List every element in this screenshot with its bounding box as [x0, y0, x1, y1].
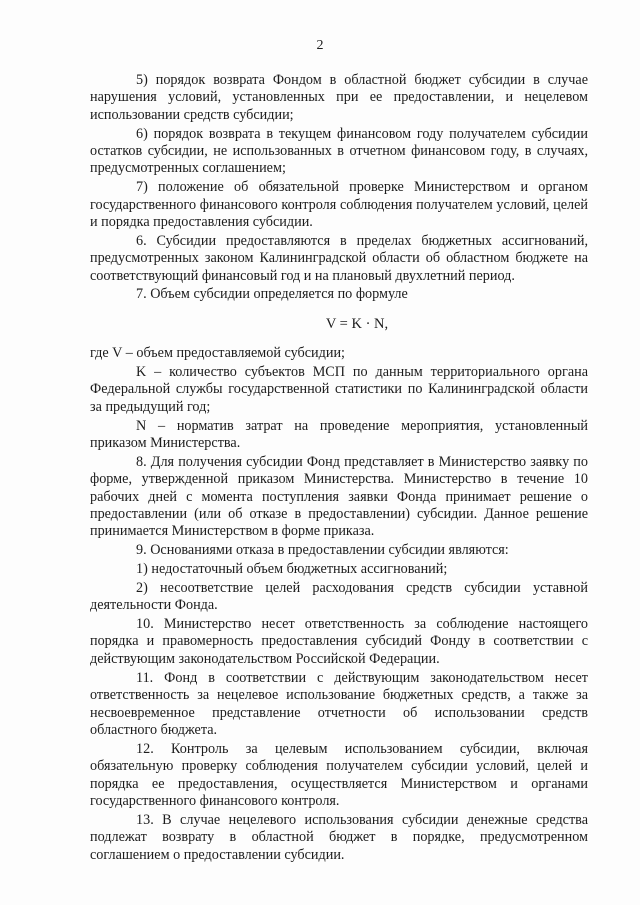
paragraph-clause-9: 9. Основаниями отказа в предоставлении субсидии являются:	[136, 542, 509, 559]
paragraph-clause-13: 13. В случае нецелевого использования субсидии денежные средства подлежат возврату в областной бюджет в порядке, предусмотренном соглашением о предоставлении субсидии.	[90, 811, 588, 863]
paragraph-clause-12: 12. Контроль за целевым использованием субсидии, включая обязательную проверку соблюдения получателем субсидии условий, целей и порядка ее предоставления, осуществляется Министерством и органами государственного финансового контроля.	[90, 740, 588, 809]
paragraph-clause-11: 11. Фонд в соответствии с действующим законодательством несет ответственность за нецелевое использование бюджетных средств, а также за несвоевременное представление отчетности об использовании средств областного бюджета.	[90, 669, 588, 738]
definition-n: N – норматив затрат на проведение мероприятия, установленный приказом Министерства.	[90, 417, 588, 452]
page-number: 2	[316, 38, 324, 53]
definition-k: K – количество субъектов МСП по данным территориального органа Федеральной службы государственной статистики по Калининградской области за предыдущий год;	[90, 364, 588, 415]
paragraph-item-7: 7) положение об обязательной проверке Министерством и органом государственного финансового контроля соблюдения получателем условий, целей и порядка предоставления субсидии.	[90, 179, 588, 231]
paragraph-clause-6: 6. Субсидии предоставляются в пределах бюджетных ассигнований, предусмотренных законом Калининградской области об областном бюджете на соответствующий финансовый год и на плановый двухлетний период.	[90, 232, 588, 284]
definition-v: где V – объем предоставляемой субсидии;	[90, 345, 345, 362]
subsidy-formula: V = K · N,	[325, 315, 389, 332]
paragraph-item-5: 5) порядок возврата Фондом в областной бюджет субсидии в случае нарушения условий, установленных при ее предоставлении, и нецелевом использовании средств субсидии;	[90, 72, 588, 123]
paragraph-clause-10: 10. Министерство несет ответственность за соблюдение настоящего порядка и правомерность предоставления субсидий Фонду в соответствии с действующим законодательством Российской Федерации.	[90, 616, 588, 667]
document-body	[90, 72, 588, 865]
paragraph-item-6: 6) порядок возврата в текущем финансовом году получателем субсидии остатков субсидии, не использованных в отчетном финансовом году, в случаях, предусмотренных соглашением;	[90, 125, 588, 177]
paragraph-clause-8: 8. Для получения субсидии Фонд представляет в Министерство заявку по форме, утвержденной приказом Министерства. Министерство в течение 10 рабочих дней с момента поступления заявки Фонда принимает решение о предоставлении (или об отказе в предоставлении) субсидии. Данное решение принимается Министерством в форме приказа.	[90, 453, 588, 540]
paragraph-clause-9-item-2: 2) несоответствие целей расходования средств субсидии уставной деятельности Фонда.	[90, 579, 588, 614]
paragraph-clause-9-item-1: 1) недостаточный объем бюджетных ассигнований;	[136, 561, 448, 578]
paragraph-clause-7: 7. Объем субсидии определяется по формуле	[136, 286, 408, 303]
